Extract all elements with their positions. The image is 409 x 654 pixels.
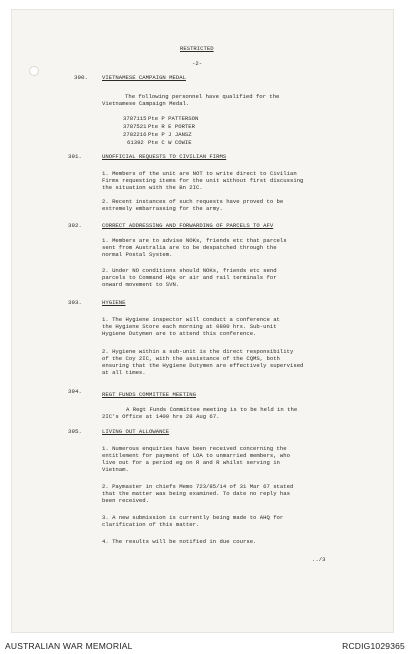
section-heading: LIVING OUT ALLOWANCE xyxy=(102,428,170,435)
member-name: Pte P J JANSZ xyxy=(148,131,192,138)
section-heading: HYGIENE xyxy=(102,299,126,306)
section-number: 392. xyxy=(68,222,82,229)
page-number: -2- xyxy=(192,60,203,67)
para-line: 4. The results will be notified in due course. xyxy=(102,538,257,545)
para-line: Firms requesting items for the unit without first discussing xyxy=(102,177,304,184)
member-name: Pte P PATTERSON xyxy=(148,115,199,122)
classification-header: RESTRICTED xyxy=(180,45,214,52)
continuation-mark: ../3 xyxy=(312,556,326,563)
para-line: 2. Under NO conditions should NOKs, friends etc send xyxy=(102,267,277,274)
para-line: The following personnel have qualified for the xyxy=(125,93,280,100)
para-line: sent from Australia are to be despatched through the xyxy=(102,244,277,251)
document-page xyxy=(12,10,393,632)
para-line: 3. A new submission is currently being made to AHQ for xyxy=(102,514,284,521)
para-line: 1. Members of the unit are NOT to write direct to Civilian xyxy=(102,170,297,177)
para-line: onward movement to SVN. xyxy=(102,281,180,288)
section-number: 394. xyxy=(68,388,82,395)
section-number: 393. xyxy=(68,299,82,306)
service-number: 2782216 xyxy=(123,131,147,138)
para-line: 1. Members are to advise NOKs, friends etc that parcels xyxy=(102,237,287,244)
para-line: Vietnamese Campaign Medal. xyxy=(102,100,190,107)
para-line: 2. Recent instances of such requests have proved to be xyxy=(102,198,284,205)
member-name: Pte R E PORTER xyxy=(148,123,195,130)
service-number: 61392 xyxy=(127,139,144,146)
para-line: extremely embarrassing for the army. xyxy=(102,205,223,212)
section-number: 395. xyxy=(68,428,82,435)
section-heading: REGT FUNDS COMMITTEE MEETING xyxy=(102,391,196,398)
section-heading: VIETNAMESE CAMPAIGN MEDAL xyxy=(102,74,186,81)
para-line: 1. Numerous enquiries have been received concerning the xyxy=(102,445,287,452)
para-line: normal Postal System. xyxy=(102,251,173,258)
footer-id: RCDIG1029365 xyxy=(342,641,405,651)
member-name: Pte C W COWIE xyxy=(148,139,192,146)
para-line: 1. The Hygiene inspector will conduct a conference at xyxy=(102,316,280,323)
para-line: been received. xyxy=(102,497,149,504)
para-line: Hygiene Dutymen are to attend this conference. xyxy=(102,330,257,337)
para-line: clarification of this matter. xyxy=(102,521,200,528)
para-line: A Regt Funds Committee meeting is to be held in the xyxy=(126,406,298,413)
footer-source: AUSTRALIAN WAR MEMORIAL xyxy=(5,641,133,651)
para-line: parcels to Command HQs or air and rail terminals for xyxy=(102,274,277,281)
para-line: the situation with the Bn 2IC. xyxy=(102,184,203,191)
para-line: 2. Hygiene within a sub-unit is the direct responsibility xyxy=(102,348,294,355)
section-number: 391. xyxy=(68,153,82,160)
service-number: 3787521 xyxy=(123,123,147,130)
para-line: that the matter was being examined. To date no reply has xyxy=(102,490,290,497)
para-line: entitlement for payment of LOA to unmarried members, who xyxy=(102,452,290,459)
para-line: live out for a period eg on R and R whilst serving in xyxy=(102,459,280,466)
para-line: 2IC's Office at 1400 hrs 28 Aug 67. xyxy=(102,413,220,420)
section-number: 390. xyxy=(74,74,88,81)
para-line: at all times. xyxy=(102,369,146,376)
para-line: Vietnam. xyxy=(102,466,129,473)
para-line: of the Coy 2IC, with the assistance of the CQMS, both xyxy=(102,355,280,362)
punch-hole xyxy=(29,66,39,76)
para-line: ensuring that the Hygiene Dutymen are effectively supervised xyxy=(102,362,304,369)
para-line: the Hygiene Store each morning at 0800 hrs. Sub-unit xyxy=(102,323,277,330)
para-line: 2. Paymaster in chiefs Memo 723/85/14 of 31 Mar 67 stated xyxy=(102,483,294,490)
section-heading: UNOFFICIAL REQUESTS TO CIVILIAN FIRMS xyxy=(102,153,227,160)
service-number: 3787115 xyxy=(123,115,147,122)
section-heading: CORRECT ADDRESSING AND FORWARDING OF PARCELS TO AFV xyxy=(102,222,274,229)
